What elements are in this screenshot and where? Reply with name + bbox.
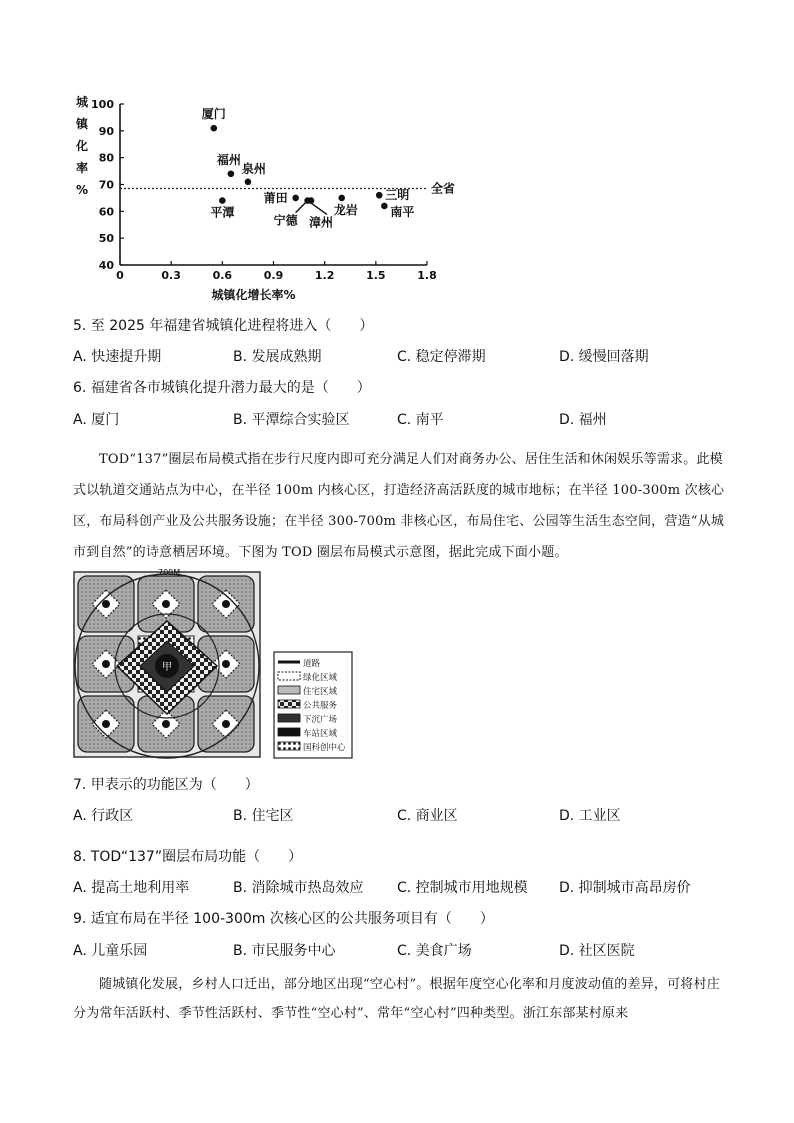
point-label: 宁德 — [273, 213, 298, 228]
legend-label: 公共服务 — [303, 701, 338, 711]
station-dot — [102, 600, 110, 608]
x-tick-label: 0.9 — [263, 269, 284, 282]
label-connector — [296, 201, 327, 215]
q7-option-d: D. 工业区 — [559, 808, 621, 824]
hollow-village-passage-text: 随城镇化发展，乡村人口迁出，部分地区出现“空心村”。根据年度空心化率和月度波动值的差异，可将村庄分为常年活跃村、季节性活跃村、季节性“空心村”、常年“空心村”四种类型。浙江东部某村原来 — [73, 977, 720, 1021]
urbanization-scatter-chart — [60, 88, 480, 303]
x-tick-label: 1.5 — [366, 269, 386, 282]
legend-swatch — [278, 742, 300, 750]
point-label: 福州 — [216, 152, 241, 167]
legend-swatch — [278, 728, 300, 736]
data-point — [376, 192, 383, 199]
data-point — [292, 195, 299, 202]
point-label: 平潭 — [210, 205, 235, 220]
q6-option-b: B. 平潭综合实验区 — [233, 412, 350, 428]
q5-option-d: D. 缓慢回落期 — [559, 349, 649, 365]
point-label: 厦门 — [201, 107, 226, 122]
y-tick-label: 50 — [98, 232, 114, 246]
y-axis-label-char: % — [75, 183, 89, 197]
legend-label: 绿化区域 — [303, 673, 338, 683]
station-dot — [102, 660, 110, 668]
q9-option-b: B. 市民服务中心 — [233, 943, 336, 959]
q8-option-d: D. 抑制城市高昂房价 — [559, 880, 691, 896]
point-label: 南平 — [390, 204, 415, 219]
question-8-stem: 8. TOD“137”圈层布局功能（ ） — [73, 849, 303, 865]
legend-label: 国科创中心 — [303, 743, 346, 753]
q6-option-d: D. 福州 — [559, 412, 607, 428]
point-label: 龙岩 — [333, 202, 358, 217]
tod-layout-diagram — [72, 566, 362, 761]
q8-option-b: B. 消除城市热岛效应 — [233, 880, 364, 896]
question-9-stem: 9. 适宜布局在半径 100-300m 次核心区的公共服务项目有（ ） — [73, 911, 494, 927]
question-7-stem: 7. 甲表示的功能区为（ ） — [73, 777, 259, 793]
q7-option-a: A. 行政区 — [73, 808, 134, 824]
station-dot — [222, 720, 230, 728]
q8-option-a: A. 提高土地利用率 — [73, 880, 190, 896]
x-tick-label: 1.8 — [417, 269, 437, 282]
legend-label: 道路 — [303, 659, 321, 669]
center-label: 甲 — [162, 662, 172, 673]
q5-option-a: A. 快速提升期 — [73, 349, 162, 365]
station-dot — [102, 720, 110, 728]
legend-swatch — [278, 686, 300, 694]
question-6-stem: 6. 福建省各市城镇化提升潜力最大的是（ ） — [73, 380, 371, 396]
q6-option-c: C. 南平 — [397, 412, 444, 428]
x-tick-label: 0 — [116, 269, 124, 282]
q9-option-c: C. 美食广场 — [397, 943, 472, 959]
q5-option-c: C. 稳定停滞期 — [397, 349, 486, 365]
legend-swatch — [278, 700, 300, 708]
point-label: 三明 — [385, 188, 410, 203]
q7-option-c: C. 商业区 — [397, 808, 458, 824]
station-dot — [162, 720, 170, 728]
y-tick-label: 100 — [91, 98, 114, 111]
q5-option-b: B. 发展成熟期 — [233, 349, 322, 365]
y-tick-label: 80 — [98, 151, 114, 165]
data-point — [228, 170, 235, 177]
legend-swatch — [278, 714, 300, 722]
y-axis-label-char: 化 — [75, 139, 89, 153]
y-axis-label-char: 率 — [75, 161, 89, 175]
q9-option-a: A. 儿童乐园 — [73, 943, 148, 959]
station-dot — [222, 660, 230, 668]
station-dot — [162, 600, 170, 608]
hollow-village-passage — [73, 970, 733, 1028]
data-point — [245, 179, 252, 186]
y-axis-label-char: 城 — [75, 95, 89, 109]
y-tick-label: 60 — [98, 205, 114, 219]
y-tick-label: 40 — [98, 259, 114, 272]
tod-passage — [73, 444, 733, 568]
q7-option-b: B. 住宅区 — [233, 808, 294, 824]
point-label: 漳州 — [309, 215, 334, 230]
y-tick-label: 90 — [98, 124, 114, 138]
q8-option-c: C. 控制城市用地规模 — [397, 880, 528, 896]
question-5-stem: 5. 至 2025 年福建省城镇化进程将进入（ ） — [73, 318, 374, 334]
scale-label: 700M — [158, 568, 181, 577]
x-tick-label: 0.6 — [212, 269, 233, 282]
legend-label: 住宅区域 — [303, 687, 338, 697]
x-tick-label: 1.2 — [314, 269, 335, 282]
q9-option-d: D. 社区医院 — [559, 943, 635, 959]
province-average-label: 全省 — [431, 181, 456, 196]
legend-swatch — [278, 672, 300, 680]
data-point — [338, 195, 345, 202]
data-point — [381, 203, 388, 210]
data-point — [211, 125, 218, 132]
point-label: 莆田 — [263, 190, 288, 205]
point-label: 泉州 — [241, 161, 266, 176]
legend-label: 车站区域 — [303, 729, 338, 739]
y-axis-label-char: 镇 — [75, 117, 89, 131]
data-point — [219, 197, 226, 204]
legend-label: 下沉广场 — [303, 715, 338, 725]
tod-passage-text: TOD“137”圈层布局模式指在步行尺度内即可充分满足人们对商务办公、居住生活和休闲娱乐等需求。此模式以轨道交通站点为中心，在半径 100m 内核心区，打造经济高活跃度的城市地标；在半径 100-300m 次核心区，布局科创产业及公共服务设施；在半径 300-700m 非核心区，布局住宅、公园等生活生态空间，营造“从城市到自然”的诗意栖居环境。下图为 TOD 圈层布局模式示意图，据此完成下面小题。 — [73, 452, 725, 560]
x-tick-label: 0.3 — [161, 269, 181, 282]
y-tick-label: 70 — [98, 178, 114, 192]
station-dot — [222, 600, 230, 608]
x-axis-label: 城镇化增长率% — [211, 288, 296, 302]
q6-option-a: A. 厦门 — [73, 412, 120, 428]
